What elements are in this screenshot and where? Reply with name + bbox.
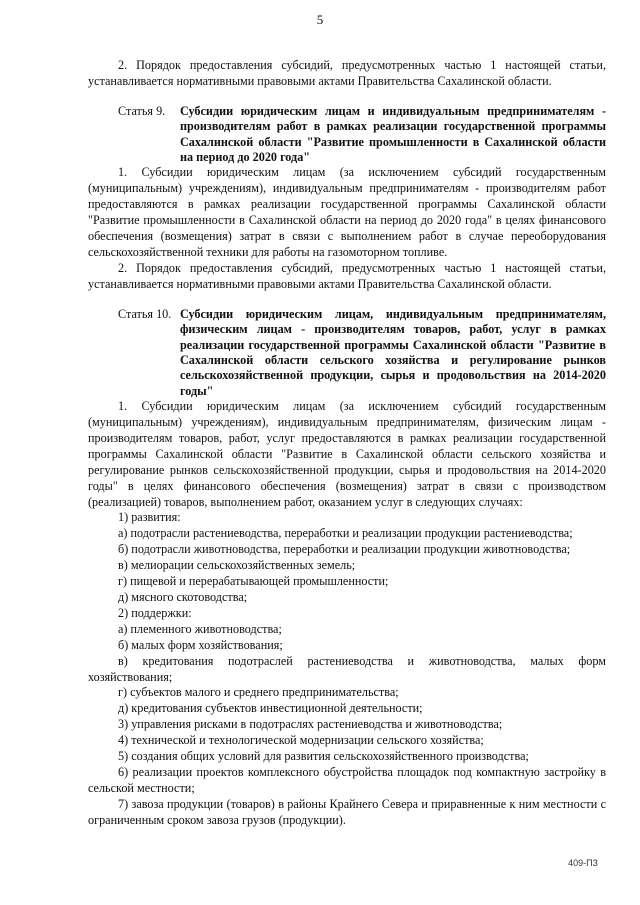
article-10-title: Субсидии юридическим лицам, индивидуальным предпринимателям, физическим лицам - производителям товаров, работ, услуг в рамках реализации государственной программы Сахалинской области "Развитие в Сахалинской области сельского хозяйства и регулирование рынков сельскохозяйственной продукции, сырья и продовольствия на 2014-2020 годы" — [180, 306, 606, 398]
list-item: а) племенного животноводства; — [118, 621, 282, 636]
list-item: г) пищевой и перерабатывающей промышленности; — [118, 574, 389, 589]
list-item: 7) завоза продукции (товаров) в районы Крайнего Севера и приравненные к ним местности с ограниченным сроком завоза грузов (продукции). — [88, 796, 606, 827]
list-item: в) кредитования подотраслей растениеводства и животноводства, малых форм хозяйствования; — [88, 653, 606, 684]
article-9-paragraph-1: 1. Субсидии юридическим лицам (за исключением субсидий государственным (муниципальным) учреждениям), индивидуальным предпринимателям - производителям работ предоставляются в рамках реализации государственной программы Сахалинской области "Развитие промышленности в Сахалинской области на период до 2020 года" в целях финансового обеспечения (возмещения) затрат в связи с выполнением работ в случае переоборудования сельскохозяйственной техники для работы на газомоторном топливе. — [88, 165, 606, 259]
list-item: 5) создания общих условий для развития сельскохозяйственного производства; — [118, 749, 529, 764]
list-item: 4) технической и технологической модернизации сельского хозяйства; — [118, 733, 484, 748]
list-item: б) подотрасли животноводства, переработки и реализации продукции животноводства; — [118, 542, 571, 557]
article-9-label: Статья 9. — [118, 103, 166, 118]
article-10-label: Статья 10. — [118, 306, 172, 321]
list-item: г) субъектов малого и среднего предпринимательства; — [118, 685, 399, 700]
article-9-paragraph-2: 2. Порядок предоставления субсидий, предусмотренных частью 1 настоящей статьи, устанавливается нормативными правовыми актами Правительства Сахалинской области. — [88, 260, 606, 291]
article-9-title: Субсидии юридическим лицам и индивидуальным предпринимателям - производителям работ в рамках реализации государственной программы Сахалинской области "Развитие промышленности в Сахалинской области на период до 2020 года" — [180, 103, 606, 165]
list-item: д) мясного скотоводства; — [118, 590, 248, 604]
document-code: 409-ПЗ — [568, 858, 598, 868]
list-item: д) кредитования субъектов инвестиционной деятельности; — [118, 701, 423, 716]
page-number: 5 — [316, 12, 324, 27]
article-10-heading — [88, 307, 606, 399]
article-9-heading — [88, 104, 606, 166]
list-item: 2) поддержки: — [118, 605, 192, 620]
list-item: 6) реализации проектов комплексного обустройства площадок под компактную застройку в сельской местности; — [88, 764, 606, 795]
list-item: а) подотрасли растениеводства, переработки и реализации продукции растениеводства; — [118, 526, 573, 541]
intro-paragraph: 2. Порядок предоставления субсидий, предусмотренных частью 1 настоящей статьи, устанавливается нормативными правовыми актами Правительства Сахалинской области. — [88, 58, 606, 88]
list-item: 1) развития: — [118, 510, 181, 525]
list-item: б) малых форм хозяйствования; — [118, 637, 283, 652]
list-item: в) мелиорации сельскохозяйственных земель; — [118, 558, 356, 573]
document-body — [88, 58, 606, 829]
list-item: 3) управления рисками в подотраслях растениеводства и животноводства; — [118, 717, 503, 732]
article-10-paragraph-1: 1. Субсидии юридическим лицам (за исключением субсидий государственным (муниципальным) учреждениям), индивидуальным предпринимателям, физическим лицам - производителям товаров, работ, услуг предоставляются в рамках реализации государственной программы Сахалинской области "Развитие в Сахалинской области сельского хозяйства и регулирование рынков сельскохозяйственной продукции, сырья и продовольствия на 2014-2020 годы" в целях финансового обеспечения (возмещения) затрат в связи с производством (реализацией) товаров, выполнением работ, оказанием услуг в следующих случаях: — [88, 399, 606, 509]
